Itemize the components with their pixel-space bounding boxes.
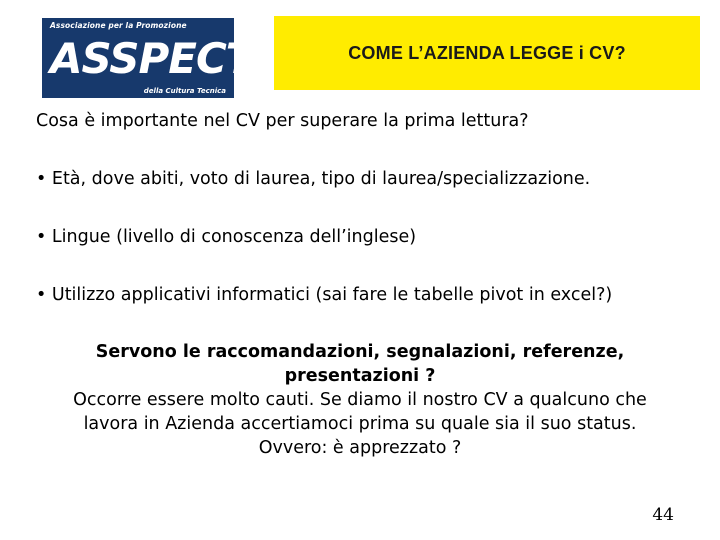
bullet-item: • Lingue (livello di conoscenza dell’inglese) [36, 227, 417, 247]
text-line: lavora in Azienda accertiamoci prima su quale sia il suo status. [83, 414, 637, 434]
text-line: Occorre essere molto cauti. Se diamo il nostro CV a qualcuno che [73, 390, 647, 410]
logo-tagline-bottom: della Cultura Tecnica [143, 87, 226, 95]
bold-line: presentazioni ? [284, 366, 436, 386]
closing-paragraph [30, 340, 690, 460]
slide-title: COME L’AZIENDA LEGGE i CV? [348, 42, 626, 63]
bullet-item: • Utilizzo applicativi informatici (sai fare le tabelle pivot in excel?) [36, 285, 613, 305]
bullet-item: • Età, dove abiti, voto di laurea, tipo di laurea/specializzazione. [36, 169, 591, 189]
bold-line: Servono le raccomandazioni, segnalazioni, referenze, [95, 342, 625, 362]
text-line: Ovvero: è apprezzato ? [258, 438, 462, 458]
logo-wordmark: ASSPECT [50, 34, 254, 83]
question-text: Cosa è importante nel CV per superare la prima lettura? [36, 111, 529, 131]
asspect-logo [42, 18, 254, 98]
title-banner [274, 16, 700, 90]
logo-tagline-top: Associazione per la Promozione [50, 21, 187, 30]
page-number: 44 [652, 505, 674, 525]
